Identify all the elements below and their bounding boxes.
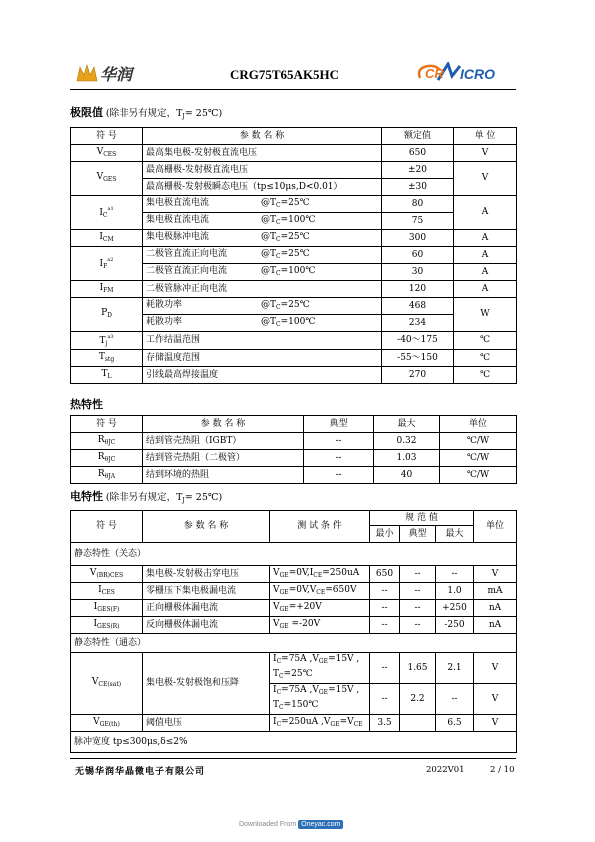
max-cell: -- — [436, 566, 474, 583]
col-header-param: 参 数 名 称 — [143, 511, 270, 543]
symbol-cell: $V_{GES}$ — [71, 162, 143, 196]
static-on-label: 静态特性（通态） — [71, 634, 517, 653]
footer-divider — [70, 758, 516, 759]
download-site-link[interactable]: Oneyac.com — [298, 820, 343, 829]
symbol-cell: $T_{stg}$ — [71, 350, 143, 367]
symbol-cell: $I_{CES}$ — [71, 583, 143, 600]
electrical-table — [70, 510, 517, 753]
cond-cell: $V_{GE}=0V,I_{CE}=250uA$ — [270, 566, 370, 583]
unit-cell: V — [474, 653, 517, 684]
table-row — [71, 433, 517, 450]
param-cell: 集电极-发射极击穿电压 — [143, 566, 270, 583]
param-cell: 结到环境的热阻 — [143, 467, 304, 484]
value-cell: 650 — [382, 145, 454, 162]
min-cell: -- — [370, 684, 400, 715]
param-cell: 阈值电压 — [143, 715, 270, 732]
symbol-cell: $I_{GES(F)}$ — [71, 600, 143, 617]
max-cell: 40 — [374, 467, 440, 484]
table-row — [71, 467, 517, 484]
typ-cell: -- — [400, 617, 436, 634]
max-cell: 1.03 — [374, 450, 440, 467]
col-header-unit: 单 位 — [454, 128, 517, 145]
symbol-cell: $T_j^{a3}$ — [71, 332, 143, 350]
param-cell: 存储温度范围 — [143, 350, 382, 367]
min-cell: 650 — [370, 566, 400, 583]
table-row — [71, 162, 517, 179]
table-row — [71, 145, 517, 162]
max-cell: +250 — [436, 600, 474, 617]
company-logo-left — [76, 60, 146, 84]
symbol-cell: $V_{(BR)CES}$ — [71, 566, 143, 583]
param-cell: 工作结温范围 — [143, 332, 382, 350]
table-row — [71, 583, 517, 600]
col-header-unit: 单位 — [440, 416, 517, 433]
typ-cell — [400, 715, 436, 732]
page-number: 2 / 10 — [490, 765, 515, 775]
symbol-cell: $R_{\theta JC}$ — [71, 433, 143, 450]
param-cell: 集电极脉冲电流 $@T_C=25℃$ — [143, 230, 382, 247]
typ-cell: 1.65 — [400, 653, 436, 684]
table-row — [71, 450, 517, 467]
typ-cell: -- — [304, 450, 374, 467]
col-header-range: 规 范 值 — [370, 511, 474, 526]
col-header-unit: 单位 — [474, 511, 517, 543]
col-header-max: 最大 — [374, 416, 440, 433]
col-header-symbol: 符 号 — [71, 128, 143, 145]
unit-cell: ℃ — [454, 350, 517, 367]
param-cell: 二极管直流正向电流 $@T_C=100℃$ — [143, 264, 382, 281]
max-cell: 2.1 — [436, 653, 474, 684]
col-header-symbol: 符 号 — [71, 416, 143, 433]
value-cell: 300 — [382, 230, 454, 247]
thermal-table — [70, 415, 517, 484]
typ-cell: 2.2 — [400, 684, 436, 715]
col-header-cond: 测 试 条 件 — [270, 511, 370, 543]
table-row — [71, 196, 517, 213]
ratings-title: 极限值 — [70, 106, 103, 119]
svg-text:CR: CR — [425, 66, 444, 81]
table-header-row — [71, 128, 517, 145]
doc-version: 2022V01 — [426, 765, 465, 775]
cond-cell: $V_{GE} =-20V$ — [270, 617, 370, 634]
typ-cell: -- — [400, 583, 436, 600]
symbol-cell: $R_{\theta JA}$ — [71, 467, 143, 484]
download-notice — [239, 821, 343, 828]
param-cell: 集电极直流电流 $@T_C=100℃$ — [143, 213, 382, 230]
cond-cell: $I_C=75A$ $,V_{GE}=15V$ , $T_C=150℃$ — [270, 684, 370, 715]
thermal-title: 热特性 — [70, 398, 103, 411]
symbol-cell: $I_{FM}$ — [71, 281, 143, 298]
value-cell: 270 — [382, 367, 454, 384]
cond-cell: $V_{GE}=+20V$ — [270, 600, 370, 617]
param-cell: 集电极-发射极饱和压降 — [143, 653, 270, 715]
unit-cell: ℃/W — [440, 467, 517, 484]
value-cell: 80 — [382, 196, 454, 213]
col-header-typ: 典型 — [304, 416, 374, 433]
param-cell: 引线最高焊接温度 — [143, 367, 382, 384]
col-header-rating: 额定值 — [382, 128, 454, 145]
note-row — [71, 732, 517, 753]
value-cell: 30 — [382, 264, 454, 281]
symbol-cell: $I_{GES(R)}$ — [71, 617, 143, 634]
param-cell: 结到管壳热阻（IGBT） — [143, 433, 304, 450]
param-cell: 集电极直流电流 $@T_C=25℃$ — [143, 196, 382, 213]
value-cell: -40～175 — [382, 332, 454, 350]
unit-cell: A — [454, 281, 517, 298]
min-cell: -- — [370, 653, 400, 684]
section-title-ratings — [70, 104, 222, 120]
typ-cell: -- — [400, 566, 436, 583]
unit-cell: V — [454, 162, 517, 196]
unit-cell: ℃ — [454, 367, 517, 384]
symbol-cell: $I_F^{a2}$ — [71, 247, 143, 281]
unit-cell: nA — [474, 617, 517, 634]
symbol-cell: $R_{\theta JC}$ — [71, 450, 143, 467]
param-cell: 二极管脉冲正向电流 — [143, 281, 382, 298]
symbol-cell: $V_{GE(th)}$ — [71, 715, 143, 732]
min-cell: 3.5 — [370, 715, 400, 732]
param-cell: 正向栅极体漏电流 — [143, 600, 270, 617]
unit-cell: V — [474, 715, 517, 732]
col-header-symbol: 符 号 — [71, 511, 143, 543]
max-cell: -250 — [436, 617, 474, 634]
unit-cell: mA — [474, 583, 517, 600]
max-cell: 0.32 — [374, 433, 440, 450]
param-cell: 反向栅极体漏电流 — [143, 617, 270, 634]
table-row — [71, 281, 517, 298]
col-header-min: 最小 — [370, 526, 400, 543]
model-number: CRG75T65AK5HC — [230, 67, 340, 82]
logo-mark-icon — [76, 63, 98, 83]
unit-cell: A — [454, 264, 517, 281]
cond-cell: $V_{GE}=0V,V_{CE}=650V$ — [270, 583, 370, 600]
typ-cell: -- — [304, 433, 374, 450]
logo-left-text: 华润 — [100, 65, 133, 84]
table-row — [71, 566, 517, 583]
electrical-note: (除非另有规定，$T_J=$ 25℃) — [105, 492, 223, 504]
unit-cell: ℃/W — [440, 433, 517, 450]
unit-cell: A — [454, 230, 517, 247]
table-row — [71, 600, 517, 617]
unit-cell: ℃ — [454, 332, 517, 350]
col-header-max: 最大 — [436, 526, 474, 543]
unit-cell: A — [454, 196, 517, 230]
table-row — [71, 247, 517, 264]
table-row — [71, 298, 517, 315]
unit-cell: nA — [474, 600, 517, 617]
section-title-electrical — [70, 488, 222, 504]
table-row — [71, 230, 517, 247]
table-row — [71, 332, 517, 350]
param-cell: 二极管直流正向电流 $@T_C=25℃$ — [143, 247, 382, 264]
table-row — [71, 715, 517, 732]
max-cell: 1.0 — [436, 583, 474, 600]
table-row — [71, 350, 517, 367]
ratings-table — [70, 127, 517, 384]
cond-cell: $I_C=250uA$ $,V_{GE}=V_{CE}$ — [270, 715, 370, 732]
col-header-param: 参 数 名 称 — [143, 416, 304, 433]
col-header-param: 参 数 名 称 — [143, 128, 382, 145]
col-header-typ: 典型 — [400, 526, 436, 543]
symbol-cell: $I_{CM}$ — [71, 230, 143, 247]
unit-cell: ℃/W — [440, 450, 517, 467]
value-cell: 468 — [382, 298, 454, 315]
unit-cell: A — [454, 247, 517, 264]
value-cell: -55～150 — [382, 350, 454, 367]
min-cell: -- — [370, 600, 400, 617]
symbol-cell: $V_{CES}$ — [71, 145, 143, 162]
ratings-note: (除非另有规定，$T_J=$ 25℃) — [105, 108, 223, 120]
min-cell: -- — [370, 583, 400, 600]
unit-cell: V — [474, 684, 517, 715]
min-cell: -- — [370, 617, 400, 634]
table-row — [71, 367, 517, 384]
max-cell: 6.5 — [436, 715, 474, 732]
value-cell: ±30 — [382, 179, 454, 196]
param-cell: 耗散功率 $@T_C=25℃$ — [143, 298, 382, 315]
param-cell: 最高集电极-发射极直流电压 — [143, 145, 382, 162]
symbol-cell: $P_D$ — [71, 298, 143, 332]
static-off-label: 静态特性（关态） — [71, 543, 517, 566]
symbol-cell: $T_L$ — [71, 367, 143, 384]
pulse-note: 脉冲宽度 tp≤300μs,δ≤2% — [71, 732, 517, 753]
header-divider — [70, 89, 516, 90]
crmicro-logo-icon — [416, 62, 516, 84]
section-row — [71, 634, 517, 653]
param-cell: 零栅压下集电极漏电流 — [143, 583, 270, 600]
value-cell: 60 — [382, 247, 454, 264]
value-cell: 120 — [382, 281, 454, 298]
unit-cell: V — [474, 566, 517, 583]
param-cell: 最高栅极-发射极瞬态电压（tp≤10μs,D<0.01） — [143, 179, 382, 196]
unit-cell: V — [454, 145, 517, 162]
table-row — [71, 653, 517, 684]
electrical-title: 电特性 — [70, 490, 103, 503]
max-cell: -- — [436, 684, 474, 715]
value-cell: ±20 — [382, 162, 454, 179]
typ-cell: -- — [304, 467, 374, 484]
company-name: 无锡华润华晶微电子有限公司 — [75, 767, 206, 777]
table-header-row — [71, 416, 517, 433]
company-logo-right — [416, 62, 516, 84]
value-cell: 75 — [382, 213, 454, 230]
param-cell: 耗散功率 $@T_C=100℃$ — [143, 315, 382, 332]
param-cell: 最高栅极-发射极直流电压 — [143, 162, 382, 179]
svg-text:ICRO: ICRO — [460, 66, 495, 82]
table-header-row — [71, 511, 517, 526]
param-cell: 结到管壳热阻（二极管） — [143, 450, 304, 467]
unit-cell: W — [454, 298, 517, 332]
download-label: Downloaded From — [239, 821, 297, 828]
value-cell: 234 — [382, 315, 454, 332]
section-row — [71, 543, 517, 566]
symbol-cell: $I_C^{a1}$ — [71, 196, 143, 230]
cond-cell: $I_C=75A$ $,V_{GE}=15V$ , $T_C=25℃$ — [270, 653, 370, 684]
typ-cell: -- — [400, 600, 436, 617]
table-row — [71, 617, 517, 634]
symbol-cell: $V_{CE(sat)}$ — [71, 653, 143, 715]
